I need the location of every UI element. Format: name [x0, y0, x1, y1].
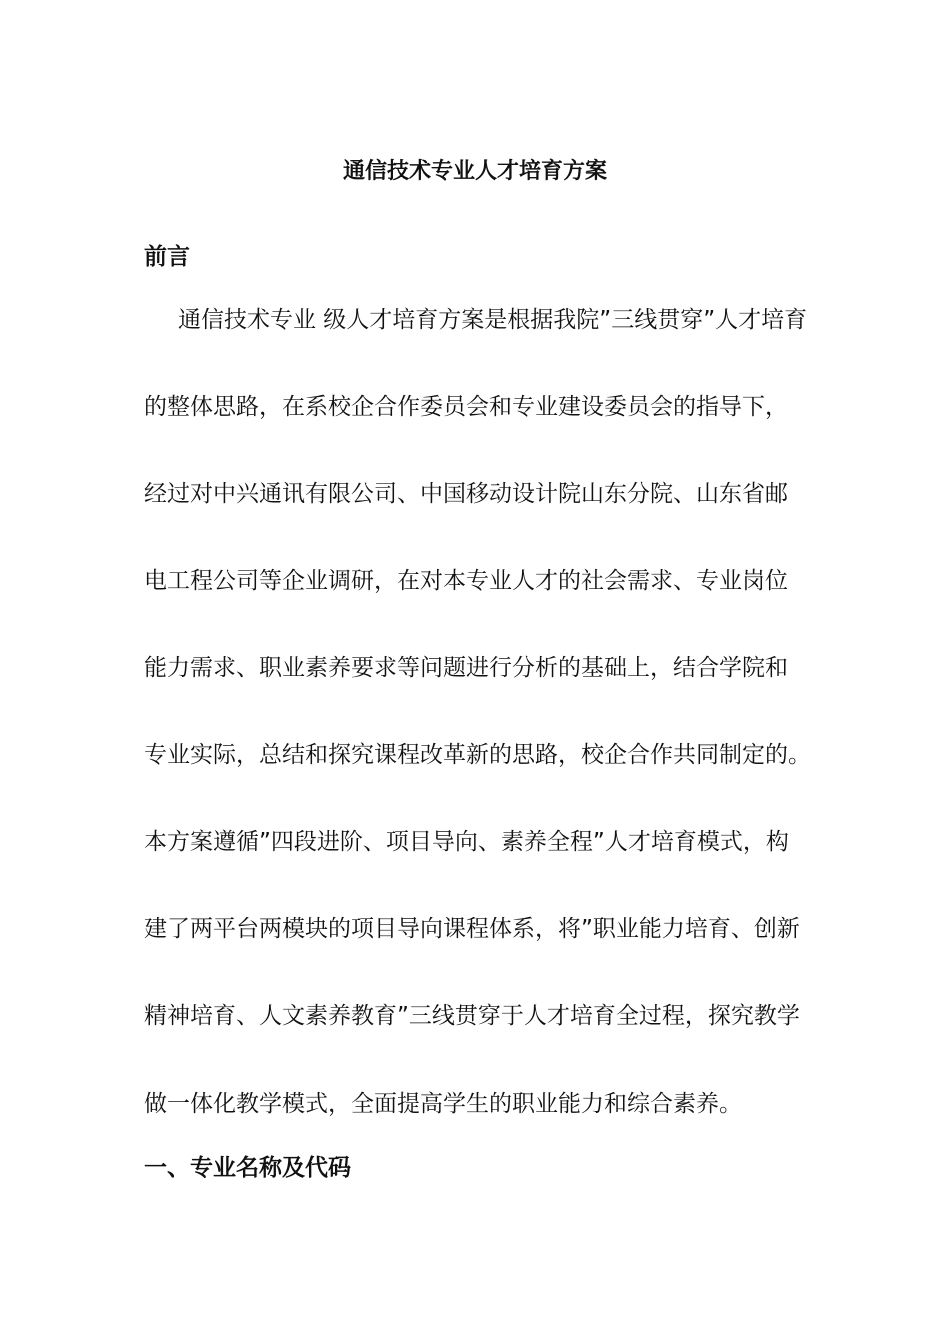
paragraph-line: 能力需求、职业素养要求等问题进行分析的基础上，结合学院和 [144, 655, 788, 681]
paragraph-line: 精神培育、人文素养教育”三线贯穿于人才培育全过程，探究教学 [144, 1003, 800, 1029]
paragraph-line: 通信技术专业 级人才培育方案是根据我院”三线贯穿”人才培育 [178, 307, 808, 333]
document-title: 通信技术专业人才培育方案 [342, 159, 607, 184]
paragraph-line: 建了两平台两模块的项目导向课程体系，将”职业能力培育、创新 [144, 916, 800, 942]
paragraph-line: 的整体思路，在系校企合作委员会和专业建设委员会的指导下， [144, 394, 788, 420]
section-heading: 一、专业名称及代码 [144, 1155, 351, 1181]
preface-heading: 前言 [144, 244, 190, 270]
paragraph-line: 专业实际，总结和探究课程改革新的思路，校企合作共同制定的。 [144, 742, 811, 768]
paragraph-line: 经过对中兴通讯有限公司、中国移动设计院山东分院、山东省邮 [144, 481, 788, 507]
paragraph-line: 电工程公司等企业调研，在对本专业人才的社会需求、专业岗位 [144, 568, 788, 594]
paragraph-line: 本方案遵循”四段进阶、项目导向、素养全程”人才培育模式，构 [144, 829, 789, 855]
paragraph-line: 做一体化教学模式，全面提高学生的职业能力和综合素养。 [144, 1091, 742, 1117]
